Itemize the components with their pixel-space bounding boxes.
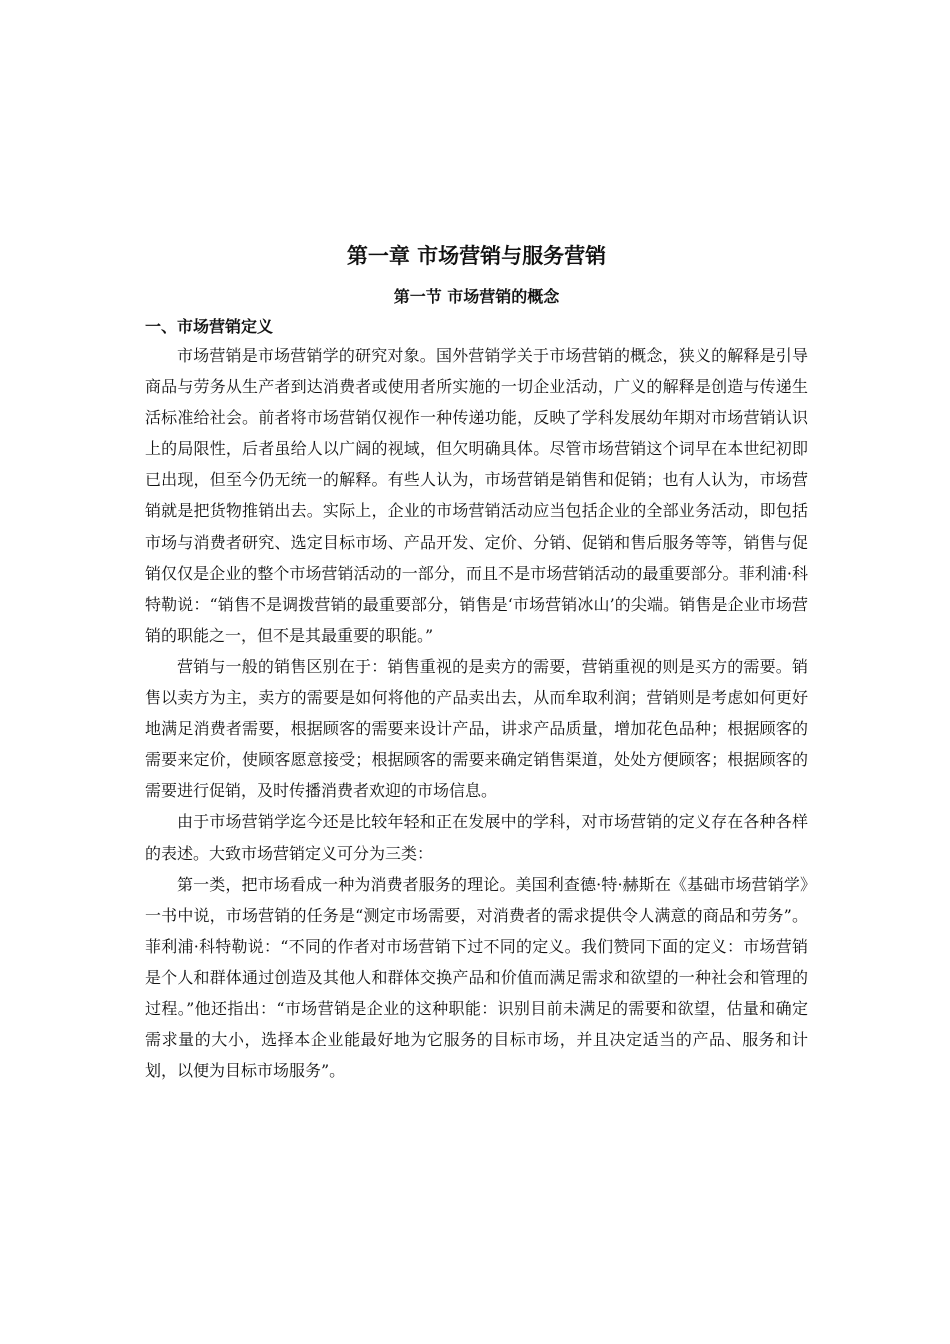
paragraph-4: 第一类，把市场看成一种为消费者服务的理论。美国利查德·特·赫斯在《基础市场营销学》一书中说，市场营销的任务是“测定市场需要，对消费者的需求提供令人满意的商品和劳务”。菲利浦·科特勒说：“不同的作者对市场营销下过不同的定义。我们赞同下面的定义：市场营销是个人和群体通过创造及其他人和群体交换产品和价值而满足需求和欲望的一种社会和管理的过程。”他还指出：“市场营销是企业的这种职能：识别目前未满足的需要和欲望，估量和确定需求量的大小，选择本企业能最好地为它服务的目标市场，并且决定适当的产品、服务和计划，以便为目标市场服务”。 <box>145 874 808 1081</box>
document-body <box>145 238 808 1086</box>
chapter-title: 第一章 市场营销与服务营销 <box>346 244 607 268</box>
paragraph-1: 市场营销是市场营销学的研究对象。国外营销学关于市场营销的概念，狭义的解释是引导商品与劳务从生产者到达消费者或使用者所实施的一切企业活动，广义的解释是创造与传递生活标准给社会。前者将市场营销仅视作一种传递功能，反映了学科发展幼年期对市场营销认识上的局限性，后者虽给人以广阔的视域，但欠明确具体。尽管市场营销这个词早在本世纪初即已出现，但至今仍无统一的解释。有些人认为，市场营销是销售和促销；也有人认为，市场营销就是把货物推销出去。实际上，企业的市场营销活动应当包括企业的全部业务活动，即包括市场与消费者研究、选定目标市场、产品开发、定价、分销、促销和售后服务等等，销售与促销仅仅是企业的整个市场营销活动的一部分，而且不是市场营销活动的最重要部分。菲利浦·科特勒说：“销售不是调拨营销的最重要部分，销售是‘市场营销冰山’的尖端。销售是企业市场营销的职能之一，但不是其最重要的职能。” <box>145 346 808 645</box>
paragraph-2: 营销与一般的销售区别在于：销售重视的是卖方的需要，营销重视的则是买方的需要。销售以卖方为主，卖方的需要是如何将他的产品卖出去，从而牟取利润；营销则是考虑如何更好地满足消费者需要，根据顾客的需要来设计产品，讲求产品质量，增加花色品种；根据顾客的需要来定价，使顾客愿意接受；根据顾客的需要来确定销售渠道，处处方便顾客；根据顾客的需要进行促销，及时传播消费者欢迎的市场信息。 <box>145 656 808 801</box>
paragraph-3: 由于市场营销学迄今还是比较年轻和正在发展中的学科，对市场营销的定义存在各种各样的表述。大致市场营销定义可分为三类： <box>145 812 808 863</box>
subheading: 一、市场营销定义 <box>145 317 274 336</box>
section-title: 第一节 市场营销的概念 <box>393 287 560 306</box>
